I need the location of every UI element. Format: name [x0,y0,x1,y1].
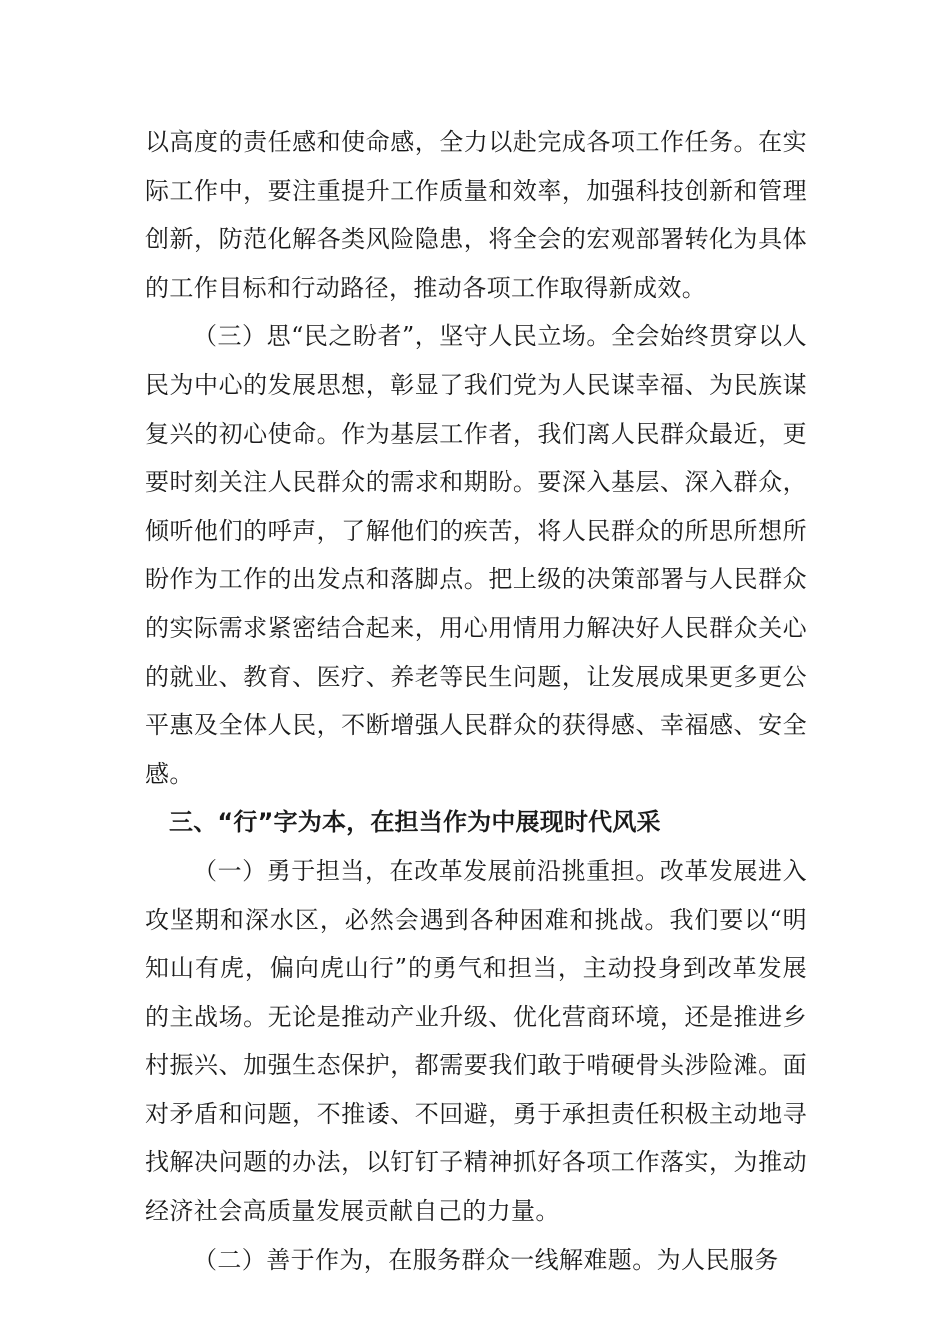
paragraph-take-responsibility: （一）勇于担当，在改革发展前沿挑重担。改革发展进入攻坚期和深水区，必然会遇到各种困难和挑战。我们要以“明知山有虎，偏向虎山行”的勇气和担当，主动投身到改革发展的主战场。无论是推动产业升级、优化营商环境，还是推进乡村振兴、加强生态保护，都需要我们敢于啃硬骨头涉险滩。面对矛盾和问题，不推诿、不回避，勇于承担责任积极主动地寻找解决问题的办法，以钉钉子精神抓好各项工作落实，为推动经济社会高质量发展贡献自己的力量。 [145,856,807,1226]
paragraph-good-at-acting: （二）善于作为，在服务群众一线解难题。为人民服务 [193,1245,779,1274]
document-body [145,118,807,1284]
section-heading-3: 三、“行”字为本，在担当作为中展现时代风采 [169,808,661,837]
paragraph-section-3-people: （三）思“民之盼者”，坚守人民立场。全会始终贯穿以人民为中心的发展思想，彰显了我们党为人民谋幸福、为民族谋复兴的初心使命。作为基层工作者，我们离人民群众最近，更要时刻关注人民群众的需求和期盼。要深入基层、深入群众，倾听他们的呼声，了解他们的疾苦，将人民群众的所思所想所盼作为工作的出发点和落脚点。把上级的决策部署与人民群众的实际需求紧密结合起来，用心用情用力解决好人民群众关心的就业、教育、医疗、养老等民生问题，让发展成果更多更公平惠及全体人民，不断增强人民群众的获得感、幸福感、安全感。 [145,322,807,788]
paragraph-continuation: 以高度的责任感和使命感，全力以赴完成各项工作任务。在实际工作中，要注重提升工作质量和效率，加强科技创新和管理创新，防范化解各类风险隐患，将全会的宏观部署转化为具体的工作目标和行动路径，推动各项工作取得新成效。 [145,128,807,302]
